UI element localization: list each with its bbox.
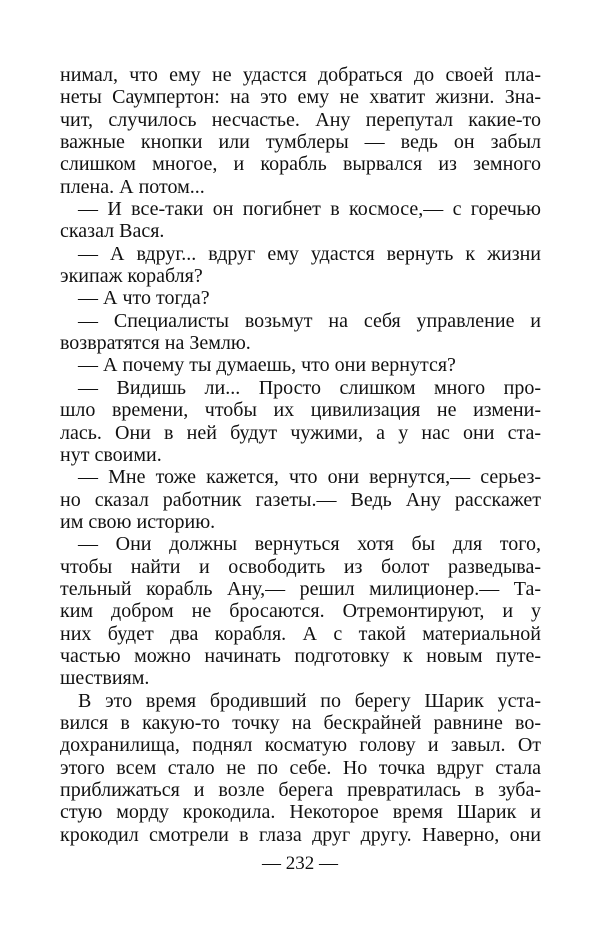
text-line: сказал Вася. bbox=[60, 220, 165, 243]
text-line: им свою историю. bbox=[60, 510, 216, 533]
text-line: — А почему ты думаешь, что они вернутся? bbox=[78, 354, 456, 377]
text-line: слишком многое, и корабль вырвался из земного bbox=[60, 153, 541, 176]
text-line: — Они должны вернуться хотя бы для того, bbox=[78, 533, 541, 556]
text-line: — Специалисты возьмут на себя управление и bbox=[78, 309, 541, 332]
text-line: нимал, что ему не удастся добраться до своей пла- bbox=[60, 64, 541, 86]
text-line: экипаж корабля? bbox=[60, 265, 203, 288]
text-line: шествиям. bbox=[60, 667, 150, 690]
text-line: стую морду крокодила. Некоторое время Шарик и bbox=[60, 801, 541, 824]
text-line: приближаться и возле берега превратилась в зуба- bbox=[60, 779, 541, 801]
text-line: этого всем стало не по себе. Но точка вдруг стала bbox=[60, 756, 541, 779]
text-line: чтобы найти и освободить из болот разведыва- bbox=[60, 555, 541, 578]
text-line: неты Саумпертон: на это ему не хватит жизни. Зна- bbox=[60, 86, 541, 109]
text-line: — А вдруг... вдруг ему удастся вернуть к жизни bbox=[78, 242, 541, 265]
text-line: дохранилища, поднял косматую голову и завыл. От bbox=[60, 734, 541, 757]
text-line: крокодил смотрели в глаза друг другу. Наверно, они bbox=[60, 823, 541, 846]
text-line: — Видишь ли... Просто слишком много про- bbox=[78, 376, 541, 399]
text-line: лась. Они в ней будут чужими, а у нас они ста- bbox=[60, 421, 541, 444]
text-line: шло времени, чтобы их цивилизация не измени- bbox=[60, 399, 541, 422]
text-line: — И все-таки он погибнет в космосе,— с горечью bbox=[78, 198, 541, 221]
text-line: них будет два корабля. А с такой материальной bbox=[60, 622, 541, 645]
page-number: — 232 — bbox=[262, 853, 338, 874]
text-line: частью можно начинать подготовку к новым путе- bbox=[60, 644, 541, 667]
text-line: тельный корабль Ану,— решил милиционер.— Та- bbox=[60, 577, 541, 600]
book-page-text bbox=[60, 64, 541, 846]
text-line: вился в какую-то точку на бескрайней равнине во- bbox=[60, 711, 541, 734]
text-line: возвратятся на Землю. bbox=[60, 332, 251, 355]
text-line: — А что тогда? bbox=[78, 287, 210, 310]
text-line: — Мне тоже кажется, что они вернутся,— серьез- bbox=[78, 466, 541, 489]
text-line: чит, случилось несчастье. Ану перепутал какие-то bbox=[60, 108, 541, 131]
text-line: нут своими. bbox=[60, 443, 162, 466]
text-line: важные кнопки или тумблеры — ведь он забыл bbox=[60, 131, 541, 154]
text-line: но сказал работник газеты.— Ведь Ану расскажет bbox=[60, 488, 541, 511]
text-line: плена. А потом... bbox=[60, 175, 205, 198]
text-line: ким добром не бросаются. Отремонтируют, и у bbox=[60, 600, 541, 623]
text-line: В это время бродивший по берегу Шарик уста- bbox=[78, 689, 541, 712]
